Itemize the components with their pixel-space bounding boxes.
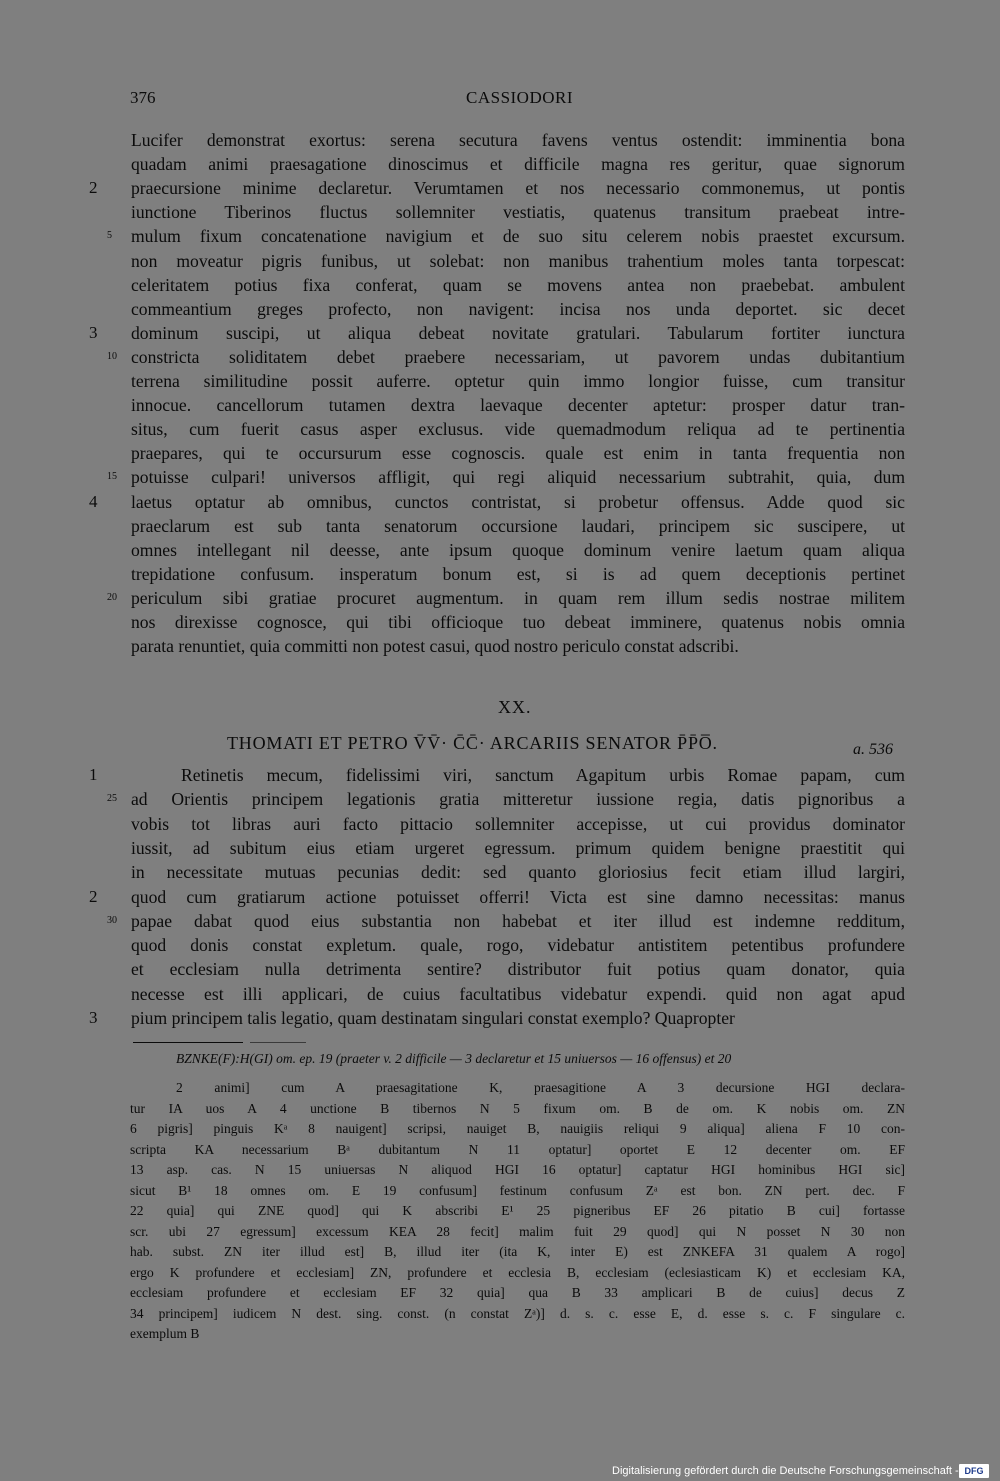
text-line: quod donis constat expletum. quale, rogo, videbatur antistitem petentibus profundere (131, 935, 905, 956)
text-line: nos direxisse cognosce, qui tibi officioque tuo debeat imminere, quatenus nobis omnia (131, 612, 905, 632)
line-number: 10 (107, 350, 117, 362)
text-line: omnes intellegant nil deesse, ante ipsum quoque dominum venire laetum quam aliqua (131, 539, 905, 560)
text-line: constricta soliditatem debet praebere necessariam, ut pavorem undas dubitantium (131, 346, 905, 367)
text-line: laetus optatur ab omnibus, cunctos contristat, si probetur offensus. Adde quod sic (131, 491, 905, 512)
text-line: necesse est illi applicari, de cuius facultatibus videbatur expendi. quid non agat apud (131, 983, 905, 1004)
text-line: trepidatione confusum. insperatum bonum est, si is ad quem deceptionis pertinet (131, 563, 905, 584)
text-line: praepares, qui te occursurum esse cognoscis. quale est enim in tanta frequentia non (131, 443, 905, 464)
apparatus-line: 13 asp. cas. N 15 uniuersas N aliquod HGI 16 optatur] captatur HGI hominibus HGI sic] (130, 1162, 905, 1177)
letter-date: a. 536 (853, 741, 893, 758)
footer-text: Digitalisierung gefördert durch die Deutsche Forschungsgemeinschaft - (612, 1465, 959, 1477)
running-head: CASSIODORI (466, 88, 574, 107)
page-number: 376 (130, 88, 156, 107)
section-number: 3 (89, 322, 98, 342)
apparatus-line: exemplum B (130, 1326, 200, 1341)
text-line: iussit, ad subitum eius etiam urgeret egressum. primum quidem benigne praestitit qui (131, 837, 905, 858)
text-line: praeclarum est sub tanta senatorum occursione laudari, principem sic suscipere, ut (131, 515, 905, 536)
apparatus-line: sicut B¹ 18 omnes om. E 19 confusum] festinum confusum Zᵃ est bon. ZN pert. dec. F (130, 1182, 905, 1198)
text-line: celeritatem potius fixa conferat, quam se movens antea non praebebat. ambulent (131, 274, 905, 295)
text-line: non moveatur pigris funibus, ut solebat: non manibus trahentium moles tanta torpescat: (131, 250, 905, 271)
text-line: innocue. cancellorum tutamen dextra laevaque decenter aptetur: prosper datur tran- (131, 395, 905, 416)
text-line: papae dabat quod eius substantia non habebat et iter illud est indemne redditum, (131, 910, 905, 931)
text-line: situs, cum fuerit casus asper exclusus. vide quemadmodum reliqua ad te pertinentia (131, 419, 905, 440)
text-line: praecursione minime declaretur. Verumtamen et nos necessario commonemus, ut pontis (131, 178, 905, 199)
section-number: 2 (89, 178, 98, 198)
section-number: 1 (89, 765, 98, 784)
text-line: quadam animi praesagatione dinoscimus et difficile magna res geritur, quae signorum (131, 154, 905, 175)
dfg-logo: DFG (959, 1464, 989, 1478)
apparatus-line: scripta KA necessarium Bᵃ dubitantum N 11 optatur] oportet E 12 decenter om. EF (130, 1141, 905, 1157)
text-line: Lucifer demonstrat exortus: serena secutura favens ventus ostendit: imminentia bona (131, 130, 905, 150)
apparatus-line: ergo K profundere et ecclesiam] ZN, profundere et ecclesia B, ecclesiam (eclesiasticam K) et ecclesiam KA, (130, 1264, 905, 1280)
section-number: 4 (89, 491, 98, 511)
apparatus-rule-dash (250, 1042, 306, 1043)
line-number: 25 (107, 793, 117, 805)
text-line: vobis tot libras auri facto pittacio sollemniter accepisse, ut cui providus dominator (131, 813, 905, 834)
section-number: 2 (89, 886, 98, 906)
text-line: ad Orientis principem legationis gratia mitteretur iussione regia, datis pignoribus a (131, 789, 905, 810)
apparatus-line: 6 pigris] pinguis Kᵃ 8 nauigent] scripsi, nauiget B, nauigiis reliqui 9 aliqua] aliena F 10 con- (130, 1121, 905, 1136)
apparatus-line: 2 animi] cum A praesagitatione K, praesagitione A 3 decursione HGI declara- (176, 1080, 905, 1095)
text-line: iunctione Tiberinos fluctus sollemniter vestiatis, quatenus transitum praebeat intre- (131, 202, 905, 223)
text-line: mulum fixum concatenatione navigium et de suo situ celerem nobis praestet excursum. (131, 226, 905, 247)
text-line: et ecclesiam nulla detrimenta sentire? distributor fuit potius quam donator, quia (131, 959, 905, 980)
text-line: pium principem talis legatio, quam destinatam singulari constat exemplo? Quapropter (131, 1008, 735, 1028)
text-line: parata renuntiet, quia committi non potest casui, quod nostro periculo constat adscribi. (131, 636, 739, 657)
line-number: 15 (107, 471, 117, 483)
apparatus-line: ecclesiam profundere et ecclesiam EF 32 quia] qua B 33 amplicari B de cuius] decus Z (130, 1285, 905, 1300)
text-line: Retinetis mecum, fidelissimi viri, sanctum Agapitum urbis Romae papam, cum (181, 765, 905, 785)
apparatus-line: tur IA uos A 4 unctione B tibernos N 5 fixum om. B de om. K nobis om. ZN (130, 1100, 905, 1116)
line-number: 30 (107, 914, 117, 926)
apparatus-line: scr. ubi 27 egressum] excessum KEA 28 fecit] malim fuit 29 quod] qui N posset N 30 non (130, 1223, 905, 1239)
text-line: in necessitate mutuas pecunias dedit: sed quanto gloriosius fecit etiam illud largiri, (131, 862, 905, 883)
apparatus-line: 22 quia] qui ZNE quod] qui K abscribi E¹ 25 pigneribus EF 26 pitatio B cui] fortasse (130, 1203, 905, 1218)
text-line: commeantium greges profecto, non navigent: incisa nos unda deportet. sic decet (131, 298, 905, 319)
text-line: terrena similitudine possit auferre. optetur quin immo longior fuisse, cum transitur (131, 371, 905, 391)
text-line: periculum sibi gratiae procuret augmentum. in quam rem illum sedis nostrae militem (131, 587, 905, 608)
letter-heading: THOMATI ET PETRO V̄V̄· C̄C̄· ARCARIIS SENATOR P̄P̄O̅. (227, 733, 718, 753)
text-line: potuisse culpari! universos affligit, qui regi aliquid necessarium subtrahit, quia, dum (131, 467, 905, 488)
line-number: 5 (107, 230, 112, 242)
apparatus-rule (133, 1042, 243, 1043)
section-number: 3 (89, 1008, 98, 1027)
text-line: quod cum gratiarum actione potuisset offerri! Victa est sine damno necessitas: manus (131, 886, 905, 907)
letter-number: XX. (498, 697, 532, 717)
line-number: 20 (107, 591, 117, 603)
text-line: dominum suscipi, ut aliqua debeat novitate gratulari. Tabularum fortiter iunctura (131, 322, 905, 343)
apparatus-line: 34 principem] iudicem N dest. sing. const. (n constat Zᵃ)] d. s. c. esse E, d. esse s. c. F singulare c. (130, 1305, 905, 1321)
apparatus-line: hab. subst. ZN iter illud est] B, illud iter (ita K, inter E) est ZNKEFA 31 qualem A rogo] (130, 1244, 905, 1259)
apparatus-sigla: BZNKE(F):H(GI) om. ep. 19 (praeter v. 2 difficile — 3 declaretur et 15 uniuersos — 16 offensus) et 20 (176, 1051, 732, 1066)
